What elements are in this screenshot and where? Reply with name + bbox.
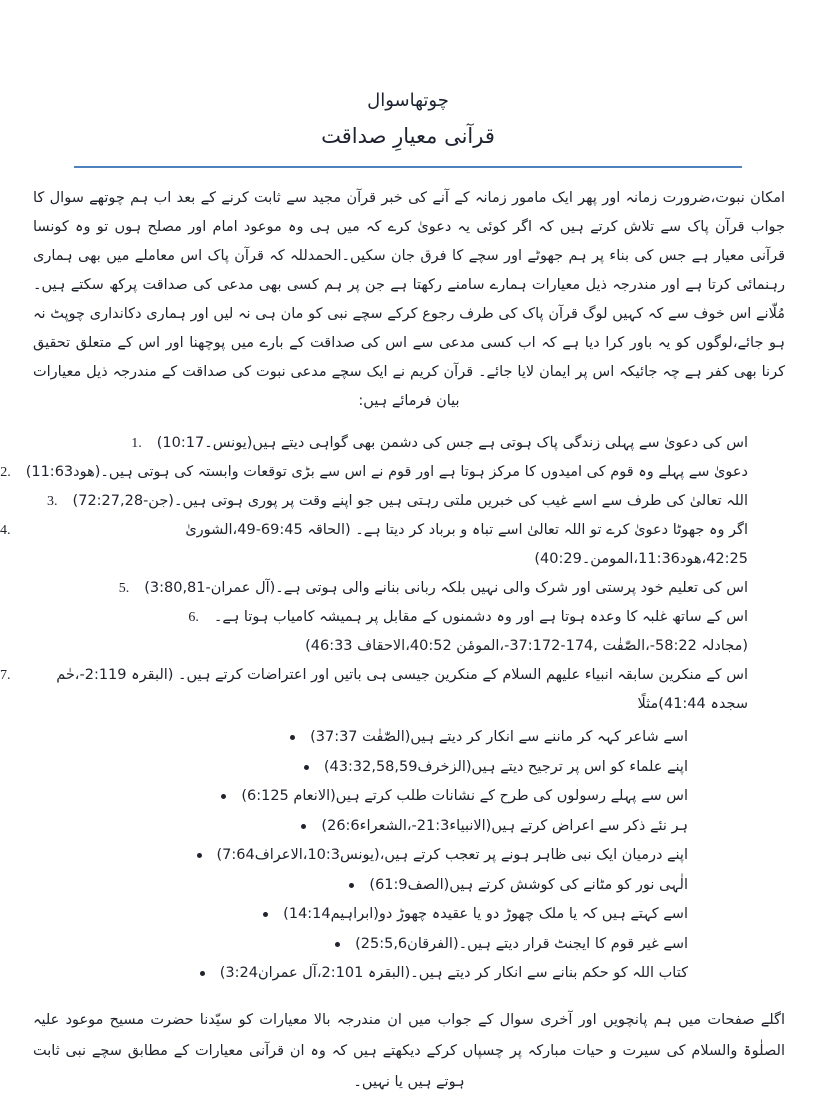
bullet-item-text: ہر نئے ذکر سے اعراض کرتے ہیں(الانبیاء21:3-،الشعراء26:6) [321,817,688,834]
bullet-item-text: الٰہی نور کو مٹانے کی کوشش کرتے ہیں(الصف61:9) [369,876,688,893]
list-item-text: اللہ تعالیٰ کی طرف سے اسے غیب کی خبریں ملتی رہتی ہیں جو اپنے وقت پر پوری ہوتی ہیں۔(جن-72:27,28) [72,493,748,509]
page-title-line2: قرآنی معیارِ صداقت [321,124,495,148]
numbered-list-item [0,429,748,458]
bullet-icon [197,853,202,858]
list-item-text: اس کی تعلیم خود پرستی اور شرک والی نہیں بلکہ ربانی بنانے والی ہوتی ہے۔(آل عمران-3:80,81) [144,580,748,596]
list-item-number: 3. [47,494,58,509]
list-item-text: اس کے منکرین سابقہ انبیاء علیھم السلام کے منکرین جیسی ہی باتیں اور اعتراضات کرتے ہیں۔ (البقرہ 2:119-،حٰم سجدہ 41:44)مثلًا [56,667,748,712]
page-title-line1: چوتھاسوال [367,90,449,111]
bullet-icon [263,912,268,917]
numbered-list-item-row [0,661,748,719]
bullet-list-item [0,871,688,901]
list-item-number: 6. [188,610,199,625]
bullet-item-text: اسے کہتے ہیں کہ یا ملک چھوڑ دو یا عقیدہ چھوڑ دو(ابراہیم14:14) [283,906,688,922]
bullet-item-text: کتاب اللہ کو حکم بنانے سے انکار کر دیتے ہیں۔(البقرہ 2:101،آل عمران3:24) [219,965,688,981]
bullet-list-item [0,812,688,842]
closing-paragraph: اگلے صفحات میں ہم پانچویں اور آخری سوال کے جواب میں ان مندرجہ بالا معیارات کو سیّدنا حضرت مسیح موعود علیہ الصلٰوۃ والسلام کی سیرت و حیات مبارکہ پر چسپاں کرکے دیکھتے ہیں کہ وہ ان قرآنی معیارات کے مطابق سچے نبی ثابت ہوتے ہیں یا نہیں۔ [33,1011,785,1090]
bullet-list-item [0,959,688,989]
numbered-list-item [0,458,748,487]
bullet-icon [200,971,205,976]
numbered-list-item-row [0,429,748,458]
list-item-number: 4. [0,523,11,538]
list-item-number: 5. [118,581,130,596]
bullet-list-item [0,782,688,812]
bullet-item-text: اسے شاعر کہہ کر ماننے سے انکار کر دیتے ہیں(الصّٰفٰت 37:37) [310,729,688,745]
bullet-list-item [0,930,688,960]
bullet-item-text: اپنے علماء کو اس پر ترجیح دیتے ہیں(الزخرف43:32,58,59) [323,758,688,775]
bullet-icon [301,824,306,829]
bullet-list-item [0,753,688,783]
list-item-number: 2. [0,465,11,480]
numbered-list-item-row [0,574,748,603]
bullet-list-item [0,841,688,871]
intro-paragraph: امکان نبوت،ضرورت زمانہ اور پھر ایک مامور زمانہ کے آنے کی خبر قرآن مجید سے ثابت کرنے کے بعد اب ہم چوتھے سوال کا جواب قرآن پاک سے تلاش کرتے ہیں کہ اگر کوئی یہ دعویٰ کرے کہ میں ہی وہ موعود امام اور مصلح ہوں تو وہ کونسا قرآنی معیار ہے جس کی بناء پر ہم جھوٹے اور سچے کا فرق جان سکیں۔الحمدللہ کہ قرآن پاک اس معاملے میں بھی ہماری رہنمائی کرتا ہے اور مندرجہ ذیل معیارات ہمارے سامنے رکھتا ہے جن پر ہم کسی بھی مدعی کی صداقت پرکھ سکتے ہیں۔مُلّانے اس خوف سے کہ کہیں لوگ قرآن پاک کی طرف رجوع کرکے سچے نبی کو مان ہی نہ لیں اور ہماری دکانداری چوپٹ نہ ہو جائے،لوگوں کو یہ باور کرا دیا ہے کہ اب کسی مدعی سے اس کی صداقت کے بارے میں پوچھنا اور اس کے متعلق تحقیق کرنا بھی کفر ہے چہ جائیکہ اس پر ایمان لایا جائے۔ قرآن کریم نے ایک سچے مدعی نبوت کی صداقت کے مندرجہ ذیل معیارات بیان فرمائے ہیں: [33,190,785,409]
list-item-number: 1. [131,436,142,451]
bullet-icon [349,883,354,888]
numbered-list-item [0,574,748,603]
numbered-list-item [0,516,748,574]
list-item-text: اگر وہ جھوٹا دعویٰ کرے تو اللہ تعالیٰ اسے تباہ و برباد کر دیتا ہے۔ (الحاقہ 69:45-49،الشوریٰ 42:25،ھود11:36،المومن۔40:29) [185,522,748,567]
numbered-list-item-row [0,458,748,487]
numbered-list-item [0,661,748,719]
bullet-icon [221,794,226,799]
bullet-list-item [0,723,688,753]
list-item-text: اس کے ساتھ غلبہ کا وعدہ ہوتا ہے اور وہ دشمنوں کے مقابل پر ہمیشہ کامیاب ہوتا ہے۔ [213,609,748,625]
bullet-icon [304,765,309,770]
bullet-item-text: اس سے پہلے رسولوں کی طرح کے نشانات طلب کرتے ہیں(الانعام 6:125) [241,788,688,804]
bullet-list [0,723,816,989]
bullet-icon [335,942,340,947]
title-block [0,86,816,156]
bullet-item-text: اپنے درمیان ایک نبی ظاہر ہونے پر تعجب کرتے ہیں،(یونس10:3،الاعراف7:64) [216,847,688,863]
numbered-list [0,429,816,719]
bullet-icon [290,735,295,740]
numbered-list-item [0,603,748,661]
list-item-number: 7. [0,668,11,683]
bullet-item-text: اسے غیر قوم کا ایجنٹ قرار دیتے ہیں۔(الفرقان25:5,6) [355,935,688,952]
verse-reference-line: (مجادلہ 58:22-،الصّٰفٰت ,174-37:172-،المومٔن 40:52،الاحقاف 46:33) [305,638,748,654]
list-item-text: اس کی دعویٰ سے پہلی زندگی پاک ہوتی ہے جس کی دشمن بھی گواہی دیتے ہیں(یونس۔10:17) [156,435,748,451]
numbered-list-item-row [0,487,748,516]
heading-underline-rule [74,166,742,168]
numbered-list-item-row [0,516,748,574]
numbered-list-item [0,487,748,516]
bullet-list-item [0,900,688,930]
numbered-list-item-row [0,603,748,632]
list-item-text: دعویٰ سے پہلے وہ قوم کی امیدوں کا مرکز ہوتا ہے اور قوم نے اس سے بڑی توقعات وابستہ کی ہوتی ہیں۔(ھود11:63) [25,464,748,480]
